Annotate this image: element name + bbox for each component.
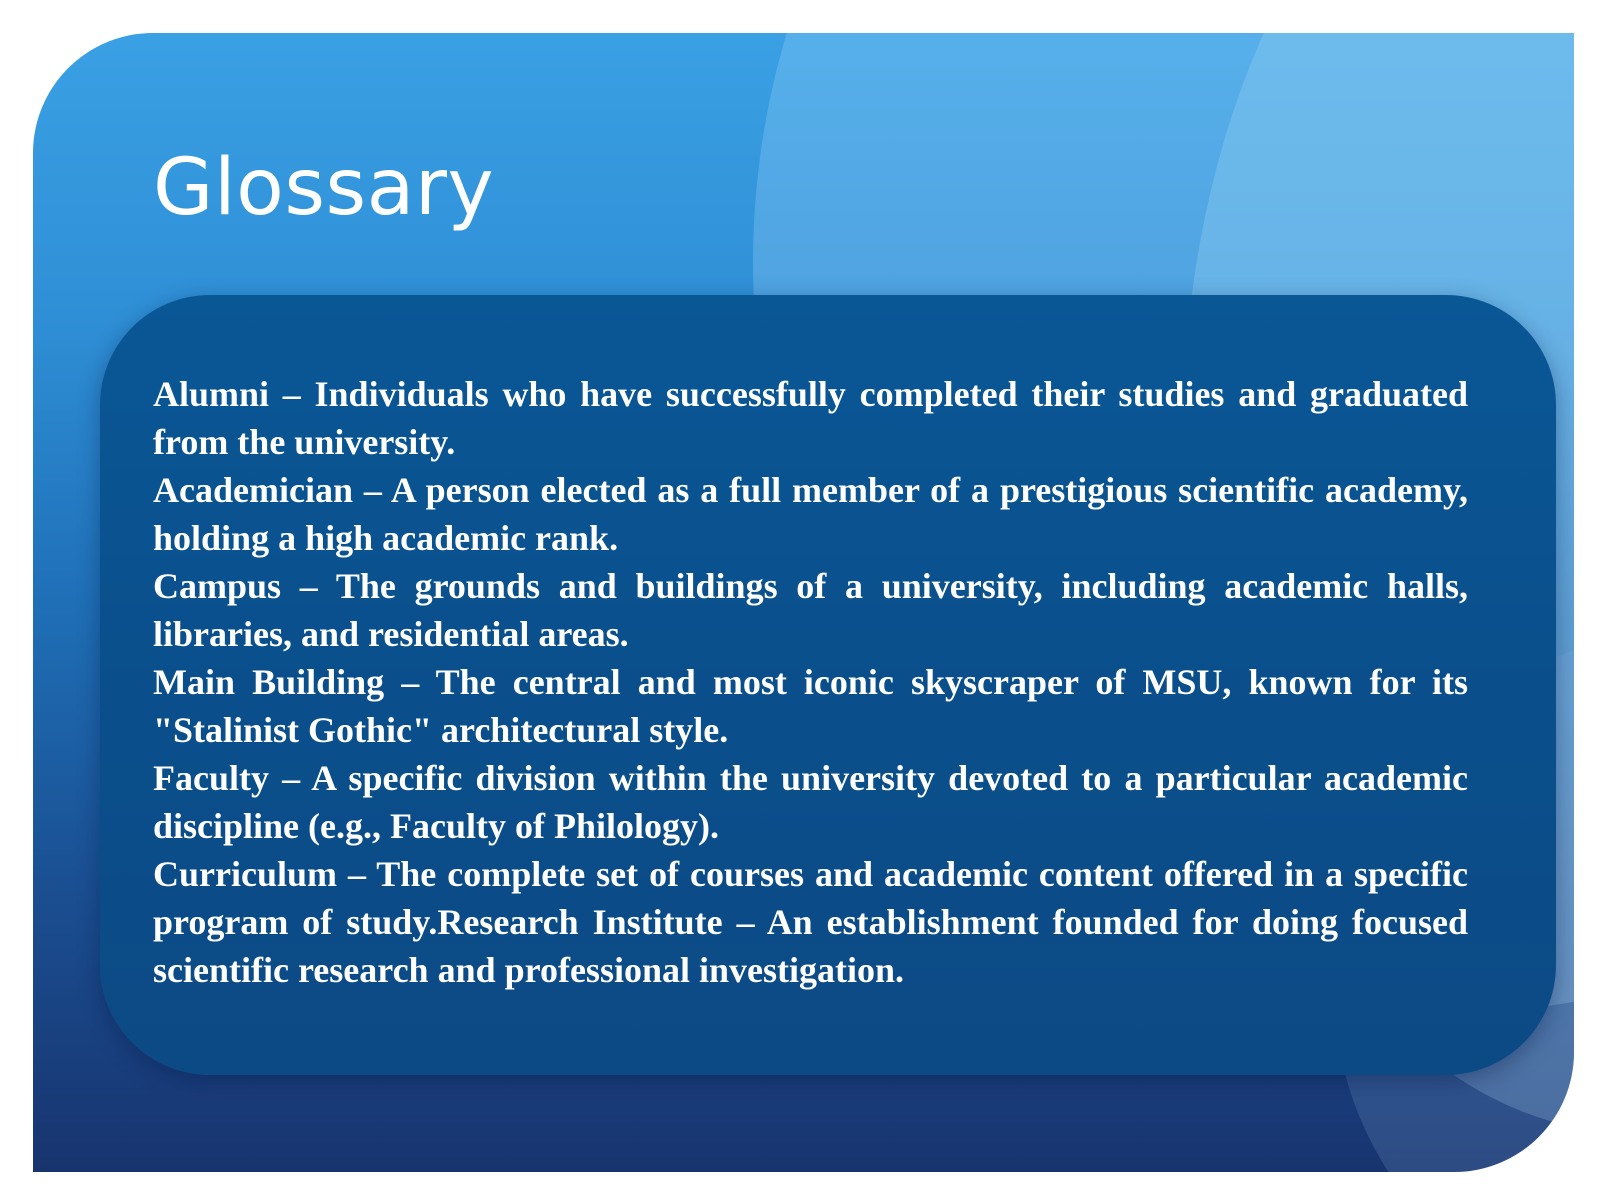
glossary-list (153, 370, 1468, 994)
glossary-entry-curriculum: Curriculum – The complete set of courses and academic content offered in a specific program of study.Research Institute – An establishment founded for doing focused scientific research and professional investigation. (153, 854, 1468, 990)
glossary-entry-main-building: Main Building – The central and most iconic skyscraper of MSU, known for its "Stalinist Gothic" architectural style. (153, 662, 1468, 750)
slide-title: Glossary (153, 143, 495, 233)
glossary-entry-faculty: Faculty – A specific division within the university devoted to a particular academic discipline (e.g., Faculty of Philology). (153, 758, 1468, 846)
slide (33, 33, 1574, 1172)
glossary-entry-campus: Campus – The grounds and buildings of a university, including academic halls, libraries, and residential areas. (153, 566, 1468, 654)
glossary-panel (100, 295, 1556, 1075)
glossary-entry-alumni: Alumni – Individuals who have successfully completed their studies and graduated from the university. (153, 374, 1468, 462)
glossary-entry-academician: Academician – A person elected as a full member of a prestigious scientific academy, holding a high academic rank. (153, 470, 1468, 558)
